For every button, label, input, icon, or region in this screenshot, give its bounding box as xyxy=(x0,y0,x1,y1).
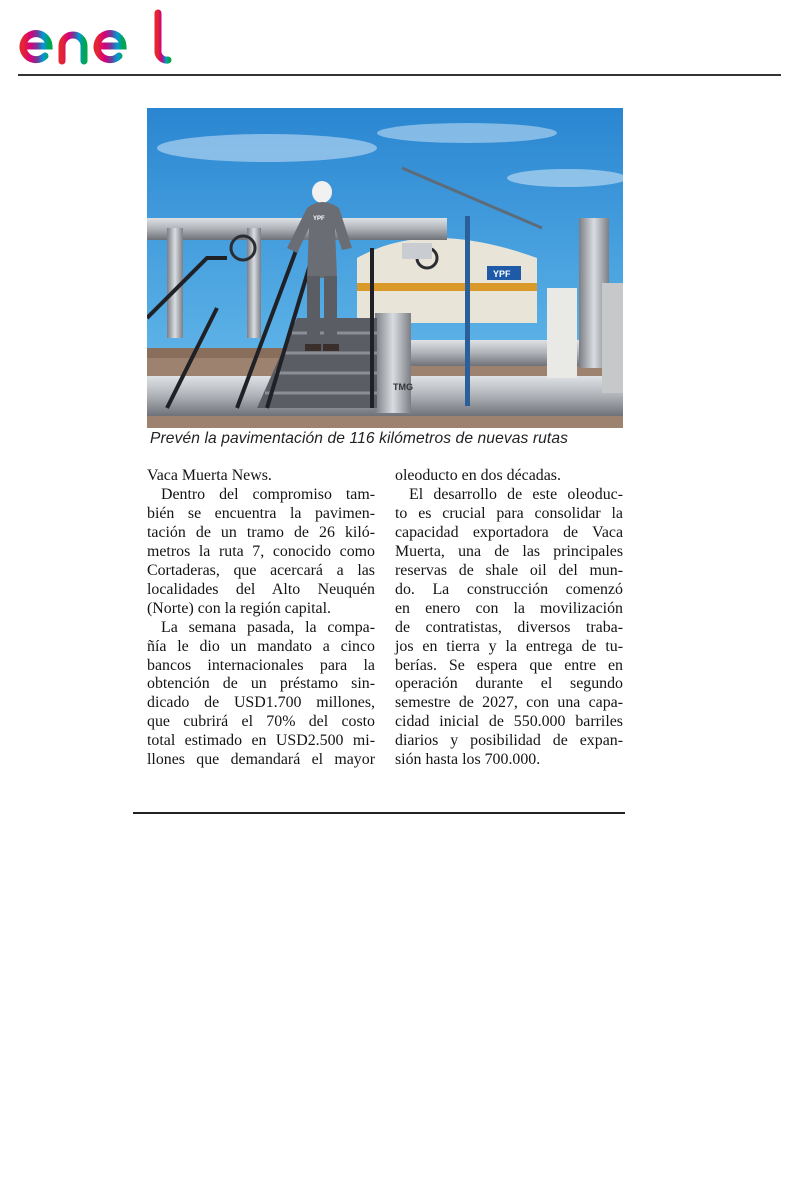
article-column-left xyxy=(147,467,375,770)
article-text-line: La semana pasada, la compa- xyxy=(161,618,375,636)
svg-text:enel: enel xyxy=(18,8,20,9)
article-text-line: cidad inicial de 550.000 barriles xyxy=(395,713,623,731)
article-end-divider xyxy=(133,812,625,814)
article-text-line: bancos internacionales para la xyxy=(147,656,375,674)
article-photo xyxy=(147,108,623,428)
article-text-line: llones que demandará el mayor xyxy=(147,751,375,769)
article-text-line: total estimado en USD2.500 mi- xyxy=(147,732,375,750)
article-text-line: (Norte) con la región capital. xyxy=(147,599,331,617)
article-text-line: metros la ruta 7, conocido como xyxy=(147,542,375,560)
article-text-line: de contratistas, diversos traba- xyxy=(395,618,623,636)
article-text-line: ñía le dio un mandato a cinco xyxy=(147,637,375,655)
article-text-line: localidades del Alto Neuquén xyxy=(147,580,375,598)
article-text-line: obtención de un préstamo sin- xyxy=(147,675,375,693)
enel-logo xyxy=(18,8,178,70)
article-text-line: Cortaderas, que acercará a las xyxy=(147,561,375,579)
article-text-line: oleoducto en dos décadas. xyxy=(395,467,561,484)
article-text-line: to es crucial para consolidar la xyxy=(395,504,623,522)
svg-text:YPF: YPF xyxy=(493,269,511,279)
article-text-line: dicado de USD1.700 millones, xyxy=(147,694,375,712)
article-text-line: El desarrollo de este oleoduc- xyxy=(409,485,623,503)
photo-caption: Prevén la pavimentación de 116 kilómetros de nuevas rutas xyxy=(150,430,569,447)
article-text-line: Dentro del compromiso tam- xyxy=(161,485,375,503)
article-text-line: tación de un tramo de 26 kiló- xyxy=(147,523,375,541)
article-text-line: en enero con la movilización xyxy=(395,599,623,617)
article-text-line: que cubrirá el 70% del costo xyxy=(147,713,375,731)
svg-text:TMG: TMG xyxy=(393,382,413,392)
article-text-line: operación durante el segundo xyxy=(395,675,623,693)
header-divider xyxy=(18,74,781,76)
article-text-line: bién se encuentra la pavimen- xyxy=(147,504,375,522)
article-text-line: berías. Se espera que entre en xyxy=(395,656,623,674)
enel-logo-mark xyxy=(18,8,178,70)
article-column-right xyxy=(395,467,623,770)
article-text-line: Vaca Muerta News. xyxy=(147,467,272,484)
article-text-line: sión hasta los 700.000. xyxy=(395,751,541,769)
article-text-line: semestre de 2027, con una capa- xyxy=(395,694,623,712)
article-text-line: reservas de shale oil del mun- xyxy=(395,561,623,579)
article-text-line: Muerta, una de las principales xyxy=(395,542,623,560)
article-text-line: do. La construcción comenzó xyxy=(395,580,623,598)
svg-text:YPF: YPF xyxy=(313,216,325,222)
article-text-line: jos en tierra y la entrega de tu- xyxy=(395,637,623,655)
article-text-line: capacidad exportadora de Vaca xyxy=(395,523,623,541)
article-text-line: diarios y posibilidad de expan- xyxy=(395,732,623,750)
